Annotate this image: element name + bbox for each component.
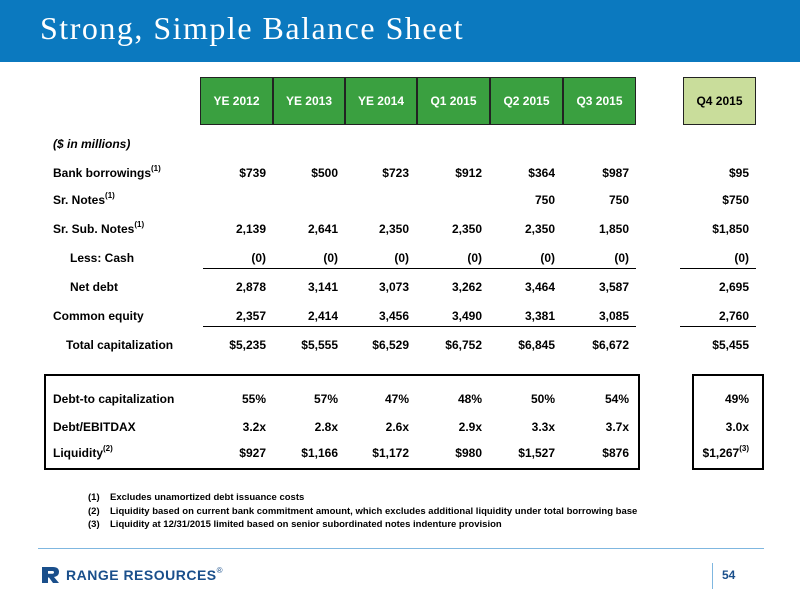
ratio-cell: 2.8x: [314, 420, 338, 434]
table-cell: (0): [614, 251, 629, 265]
footnotes: [88, 491, 637, 532]
table-cell: 2,641: [307, 222, 338, 236]
ratio-cell: $1,166: [301, 446, 338, 460]
row-label: Common equity: [53, 309, 144, 323]
column-header: YE 2012: [200, 77, 273, 125]
row-label: Net debt: [70, 280, 118, 294]
row-label: Sr. Notes$^{(1)}$: [53, 191, 115, 207]
row-label: Total capitalization: [66, 338, 174, 352]
ratio-cell: 57%: [313, 392, 338, 406]
table-cell: 1,850: [598, 222, 629, 236]
ratio-cell: $1,172: [372, 446, 409, 460]
slide-title: Strong, Simple Balance Sheet: [40, 10, 465, 46]
row-label: Sr. Sub. Notes$^{(1)}$: [53, 220, 145, 236]
table-cell: 3,141: [307, 280, 338, 294]
q4-cell: 2,760: [718, 309, 749, 323]
ratio-cell: 54%: [604, 392, 629, 406]
row-label: Bank borrowings$^{(1)}$: [53, 164, 161, 180]
column-header: YE 2013: [273, 77, 345, 125]
table-cell: 2,350: [524, 222, 555, 236]
table-cell: (0): [540, 251, 555, 265]
table-cell: 2,357: [235, 309, 266, 323]
q4-underline-rule: [680, 326, 756, 327]
q4-underline-rule: [680, 268, 756, 269]
table-cell: $5,235: [229, 338, 266, 352]
table-cell: $6,752: [445, 338, 482, 352]
ratio-cell: $927: [239, 446, 266, 460]
table-cell: (0): [467, 251, 482, 265]
q4-cell: $1,850: [712, 222, 749, 236]
range-resources-logo: RANGE RESOURCES ®: [40, 565, 223, 585]
table-cell: 2,350: [378, 222, 409, 236]
table-cell: $6,672: [592, 338, 629, 352]
table-cell: $6,845: [518, 338, 555, 352]
table-cell: $987: [602, 166, 629, 180]
ratio-cell: 3.2x: [242, 420, 266, 434]
table-cell: $6,529: [372, 338, 409, 352]
footnote: (3) Liquidity at 12/31/2015 limited based on senior subordinated notes indenture provision: [88, 519, 502, 530]
column-header: Q1 2015: [417, 77, 490, 125]
table-cell: 3,456: [378, 309, 409, 323]
ratio-label: Liquidity$^{(2)}$: [53, 444, 113, 460]
column-header: Q3 2015: [563, 77, 636, 125]
table-cell: 3,587: [598, 280, 629, 294]
q4-cell: $750: [722, 193, 749, 207]
column-header: Q2 2015: [490, 77, 563, 125]
table-cell: 2,139: [235, 222, 266, 236]
footnote: (1) Excludes unamortized debt issuance costs: [88, 492, 305, 503]
table-cell: 3,073: [378, 280, 409, 294]
underline-rule: [203, 326, 636, 327]
q4-cell: 2,695: [718, 280, 749, 294]
ratio-cell: 3.7x: [605, 420, 629, 434]
ratio-cell: 55%: [241, 392, 266, 406]
ratio-cell: 3.3x: [531, 420, 555, 434]
q4-ratios-box: [692, 374, 764, 470]
table-cell: 3,262: [451, 280, 482, 294]
footnote: (2) Liquidity based on current bank commitment amount, which excludes additional liquidity under total borrowing base: [88, 505, 638, 517]
row-label: Less: Cash: [70, 251, 135, 265]
table-cell: 3,381: [524, 309, 555, 323]
table-cell: $723: [382, 166, 409, 180]
table-cell: 3,085: [598, 309, 629, 323]
ratio-label: Debt/EBITDAX: [53, 420, 136, 434]
table-cell: (0): [251, 251, 266, 265]
table-cell: $739: [239, 166, 266, 180]
table-cell: $5,555: [301, 338, 338, 352]
table-cell: 2,878: [235, 280, 266, 294]
ratio-label: Debt-to capitalization: [53, 392, 175, 406]
table-cell: 750: [608, 193, 629, 207]
table-cell: $364: [528, 166, 555, 180]
underline-rule: [203, 268, 636, 269]
q4-ratio-cell: 49%: [724, 392, 749, 406]
ratio-cell: 50%: [530, 392, 555, 406]
ratio-cell: 2.9x: [458, 420, 482, 434]
table-cell: 2,414: [307, 309, 338, 323]
table-cell: 2,350: [451, 222, 482, 236]
q4-ratio-cell: 3.0x: [725, 420, 749, 434]
ratio-cell: $876: [602, 446, 629, 460]
q4-cell: (0): [734, 251, 749, 265]
page-number-divider: [712, 563, 713, 589]
ratio-cell: $980: [455, 446, 482, 460]
q4-column-header: Q4 2015: [683, 77, 756, 125]
range-logo-icon: [40, 565, 62, 585]
footer-divider: [38, 548, 764, 549]
table-cell: (0): [323, 251, 338, 265]
q4-cell: $95: [728, 166, 749, 180]
page-number: 54: [722, 568, 736, 582]
ratio-cell: $1,527: [518, 446, 555, 460]
table-cell: $500: [311, 166, 338, 180]
ratio-cell: 47%: [384, 392, 409, 406]
table-cell: (0): [394, 251, 409, 265]
table-cell: $912: [455, 166, 482, 180]
ratio-cell: 48%: [457, 392, 482, 406]
ratios-box: [44, 374, 640, 470]
q4-ratio-cell: $1,267$^{(3)}$: [702, 444, 749, 460]
column-header: YE 2014: [345, 77, 417, 125]
table-cell: 750: [534, 193, 555, 207]
q4-cell: $5,455: [712, 338, 749, 352]
units-label: ($ in millions): [53, 137, 131, 151]
table-cell: 3,490: [451, 309, 482, 323]
table-cell: 3,464: [524, 280, 555, 294]
ratio-cell: 2.6x: [385, 420, 409, 434]
